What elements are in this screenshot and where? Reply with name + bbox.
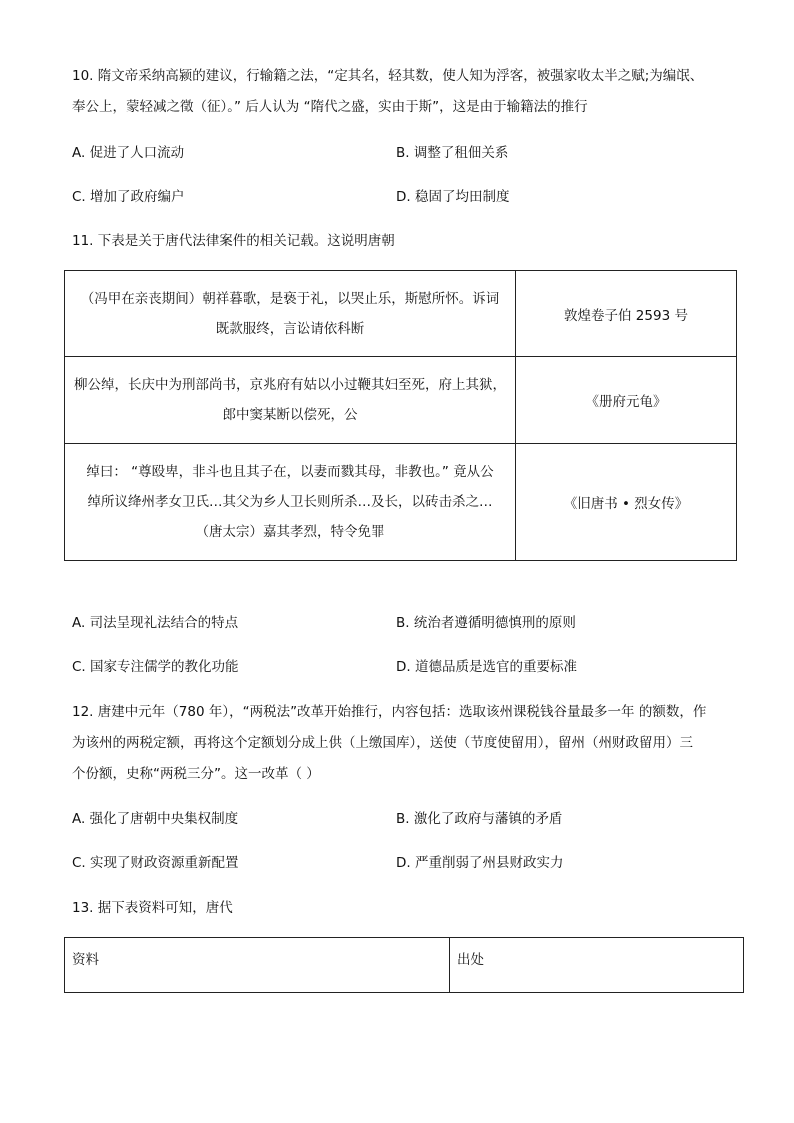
table-row: [65, 357, 737, 444]
table-cell-record: [65, 357, 516, 444]
q11-option-c[interactable]: C. 国家专注儒学的教化功能: [72, 659, 239, 675]
q12-stem-line-3: 个份额，史称“两税三分”。这一改革（ ）: [72, 766, 320, 782]
record-line: 绰曰： “尊殴卑，非斗也且其子在，以妻而戮其母，非教也。” 竟从公: [86, 464, 494, 480]
table-row: [65, 444, 737, 561]
q10-option-c[interactable]: C. 增加了政府编户: [72, 189, 185, 205]
q10-stem-line-2: 奉公上，蒙轻减之徵（征）。” 后人认为 “隋代之盛，实由于斯”，这是由于输籍法的推行: [72, 99, 588, 115]
record-line: 柳公绰，长庆中为刑部尚书，京兆府有姑以小过鞭其妇至死，府上其狱，: [74, 377, 506, 393]
q11-option-b[interactable]: B. 统治者遵循明德慎刑的原则: [396, 615, 576, 631]
q12-stem-line-1: 12. 唐建中元年（780 年），“两税法”改革开始推行，内容包括：选取该州课税钱谷量最多一年 的额数，作: [72, 704, 707, 720]
q11-stem: 11. 下表是关于唐代法律案件的相关记载。这说明唐朝: [72, 233, 395, 249]
q12-option-b[interactable]: B. 激化了政府与藩镇的矛盾: [396, 811, 563, 827]
column-header-material: 资料: [65, 938, 450, 993]
q12-stem-line-2: 为该州的两税定额，再将这个定额划分成上供（上缴国库），送使（节度使留用），留州（州财政留用）三: [72, 735, 693, 751]
q10-option-b[interactable]: B. 调整了租佃关系: [396, 145, 509, 161]
record-line: 绰所议绛州孝女卫氏…其父为乡人卫长则所杀…及长，以砖击杀之…: [87, 494, 493, 510]
q11-option-a[interactable]: A. 司法呈现礼法结合的特点: [72, 615, 239, 631]
record-line: 既款服终，言讼请依科断: [215, 320, 365, 337]
q10-option-d[interactable]: D. 稳固了均田制度: [396, 189, 510, 205]
record-line: （唐太宗）嘉其孝烈，特令免罪: [195, 524, 385, 540]
record-line: （冯甲在亲丧期间）朝祥暮歌，是亵于礼，以哭止乐，斯慰所怀。诉词: [80, 290, 500, 307]
record-line: 郎中窦某断以偿死，公: [222, 407, 358, 423]
q10-option-a[interactable]: A. 促进了人口流动: [72, 145, 185, 161]
table-cell-record: [65, 444, 516, 561]
table-cell-source: 《册府元龟》: [516, 357, 737, 444]
table-header-row: [65, 938, 744, 993]
q12-option-d[interactable]: D. 严重削弱了州县财政实力: [396, 855, 564, 871]
q13-table: [64, 937, 744, 993]
table-cell-source: 《旧唐书 • 烈女传》: [516, 444, 737, 561]
table-cell-source: 敦煌卷子伯 2593 号: [516, 271, 737, 357]
q12-option-a[interactable]: A. 强化了唐朝中央集权制度: [72, 811, 239, 827]
column-header-source: 出处: [450, 938, 744, 993]
q13-stem: 13. 据下表资料可知，唐代: [72, 900, 233, 916]
q12-option-c[interactable]: C. 实现了财政资源重新配置: [72, 855, 239, 871]
q11-table: [64, 270, 737, 561]
q11-option-d[interactable]: D. 道德品质是选官的重要标准: [396, 659, 577, 675]
table-cell-record: [65, 271, 516, 357]
table-row: [65, 271, 737, 357]
q10-stem-line-1: 10. 隋文帝采纳高颍的建议，行输籍之法，“定其名，轻其数，使人知为浮客，被强家收太半之赋;为编氓、: [72, 68, 704, 84]
